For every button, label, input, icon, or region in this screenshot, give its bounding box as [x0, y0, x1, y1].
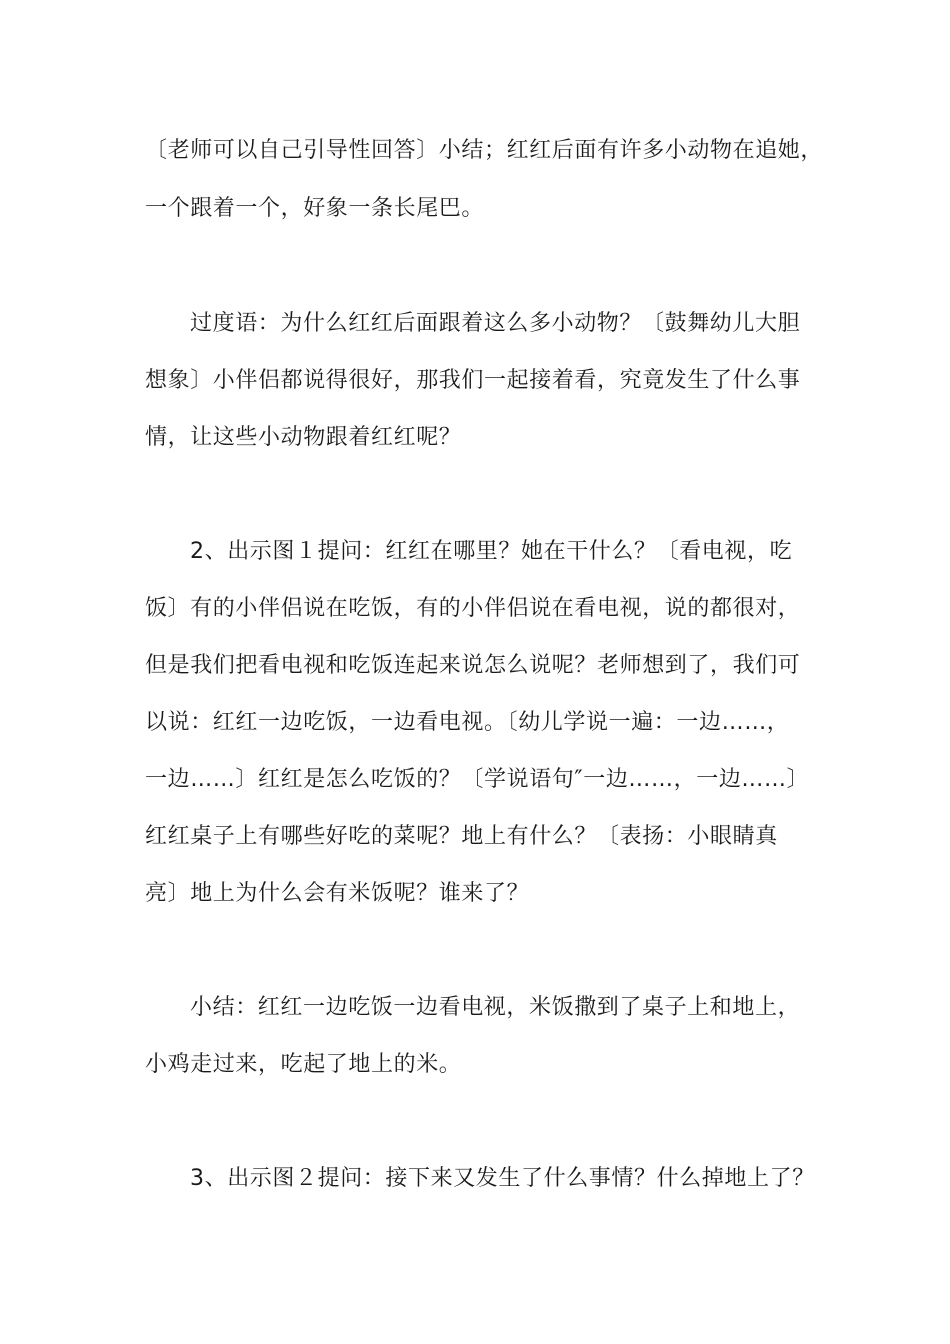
paragraph-3-line-6: 红红桌子上有哪些好吃的菜呢？地上有什么？〔表扬：小眼睛真 — [145, 824, 778, 849]
paragraph-2-line-2: 想象〕小伴侣都说得很好，那我们一起接着看，究竟发生了什么事 — [145, 368, 801, 393]
paragraph-4-line-2: 小鸡走过来，吃起了地上的米。 — [145, 1052, 462, 1077]
paragraph-2-line-1: 过度语：为什么红红后面跟着这么多小动物？〔鼓舞幼儿大胆 — [190, 311, 801, 336]
paragraph-2-line-3: 情，让这些小动物跟着红红呢？ — [145, 425, 462, 450]
paragraph-1-line-2: 一个跟着一个，好象一条长尾巴。 — [145, 196, 485, 221]
paragraph-3-line-1: 2、出示图１提问：红红在哪里？她在干什么？〔看电视，吃 — [190, 539, 793, 564]
paragraph-5-line-1: 3、出示图２提问：接下来又发生了什么事情？什么掉地上了？ — [190, 1166, 815, 1191]
paragraph-3-line-3: 但是我们把看电视和吃饭连起来说怎么说呢？老师想到了，我们可 — [145, 653, 801, 678]
paragraph-3-line-2: 饭〕有的小伴侣说在吃饭，有的小伴侣说在看电视，说的都很对， — [145, 596, 801, 621]
paragraph-1-line-1: 〔老师可以自己引导性回答〕小结；红红后面有许多小动物在追她， — [145, 138, 824, 163]
paragraph-3-line-4: 以说：红红一边吃饭，一边看电视。〔幼儿学说一遍：一边……， — [145, 710, 790, 735]
paragraph-3-line-5: 一边……〕红红是怎么吃饭的？〔学说语句″一边……，一边……〕 — [145, 767, 810, 792]
paragraph-3-line-7: 亮〕地上为什么会有米饭呢？谁来了？ — [145, 881, 530, 906]
paragraph-4-line-1: 小结：红红一边吃饭一边看电视，米饭撒到了桌子上和地上， — [190, 995, 801, 1020]
